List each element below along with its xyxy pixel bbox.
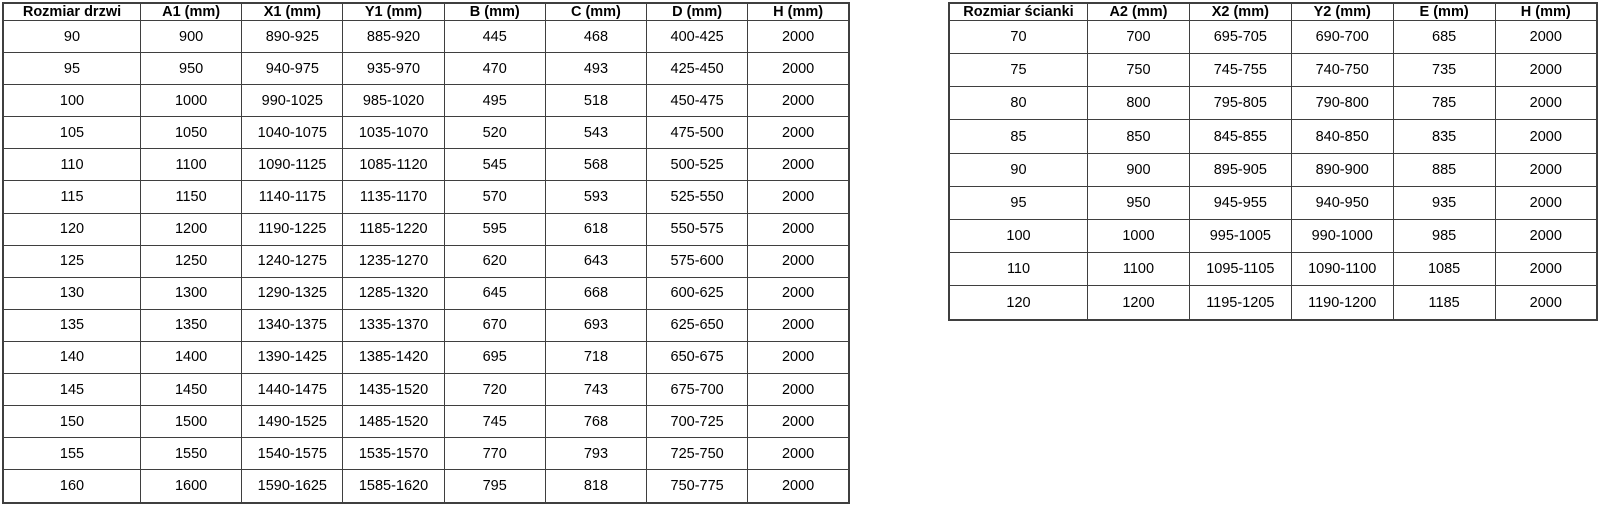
table-row — [3, 85, 849, 117]
column-header: H (mm) — [1495, 3, 1597, 21]
table-cell: 150 — [3, 406, 141, 438]
table-cell: 593 — [545, 181, 646, 213]
table-cell: 445 — [444, 21, 545, 53]
table-cell: 1340-1375 — [242, 309, 343, 341]
table-cell: 818 — [545, 470, 646, 503]
table-cell: 935-970 — [343, 53, 444, 85]
table-cell: 770 — [444, 438, 545, 470]
table-cell: 1535-1570 — [343, 438, 444, 470]
table-cell: 1335-1370 — [343, 309, 444, 341]
table-cell: 2000 — [748, 277, 849, 309]
table-cell: 1090-1100 — [1291, 253, 1393, 286]
table-cell: 100 — [949, 219, 1088, 252]
table-cell: 790-800 — [1291, 87, 1393, 120]
panel-size-table — [948, 2, 1598, 321]
table-cell: 1585-1620 — [343, 470, 444, 503]
table-row — [949, 87, 1597, 120]
table-cell: 2000 — [1495, 153, 1597, 186]
table-cell: 675-700 — [647, 374, 748, 406]
table-row — [3, 181, 849, 213]
table-cell: 1185 — [1393, 286, 1495, 320]
table-cell: 985 — [1393, 219, 1495, 252]
column-header: E (mm) — [1393, 3, 1495, 21]
table-cell: 1050 — [141, 117, 242, 149]
table-cell: 720 — [444, 374, 545, 406]
table-cell: 595 — [444, 213, 545, 245]
column-header: Rozmiar drzwi — [3, 3, 141, 21]
table-cell: 125 — [3, 245, 141, 277]
table-cell: 425-450 — [647, 53, 748, 85]
table-cell: 643 — [545, 245, 646, 277]
table-cell: 1485-1520 — [343, 406, 444, 438]
table-cell: 2000 — [748, 85, 849, 117]
table-cell: 2000 — [748, 149, 849, 181]
table-cell: 1135-1170 — [343, 181, 444, 213]
table-cell: 100 — [3, 85, 141, 117]
table-cell: 1100 — [141, 149, 242, 181]
table-row — [3, 438, 849, 470]
table-row — [3, 21, 849, 53]
table-cell: 1550 — [141, 438, 242, 470]
table-cell: 110 — [3, 149, 141, 181]
table-cell: 1000 — [141, 85, 242, 117]
column-header: Y1 (mm) — [343, 3, 444, 21]
table-row — [3, 309, 849, 341]
table-cell: 1000 — [1088, 219, 1190, 252]
table-row — [3, 406, 849, 438]
table-cell: 2000 — [1495, 54, 1597, 87]
table-cell: 1100 — [1088, 253, 1190, 286]
table-cell: 115 — [3, 181, 141, 213]
table-cell: 945-955 — [1189, 186, 1291, 219]
table-cell: 885-920 — [343, 21, 444, 53]
table-cell: 1035-1070 — [343, 117, 444, 149]
table-cell: 568 — [545, 149, 646, 181]
table-cell: 475-500 — [647, 117, 748, 149]
table-cell: 900 — [141, 21, 242, 53]
table-cell: 400-425 — [647, 21, 748, 53]
table-cell: 90 — [949, 153, 1088, 186]
table-cell: 1150 — [141, 181, 242, 213]
column-header: Rozmiar ścianki — [949, 3, 1088, 21]
table-cell: 500-525 — [647, 149, 748, 181]
table-cell: 545 — [444, 149, 545, 181]
table-cell: 140 — [3, 341, 141, 373]
table-row — [949, 21, 1597, 54]
table-cell: 990-1000 — [1291, 219, 1393, 252]
table-cell: 840-850 — [1291, 120, 1393, 153]
table-cell: 2000 — [748, 374, 849, 406]
table-cell: 940-950 — [1291, 186, 1393, 219]
table-cell: 2000 — [1495, 253, 1597, 286]
table-cell: 2000 — [1495, 21, 1597, 54]
table-row — [3, 53, 849, 85]
table-cell: 1500 — [141, 406, 242, 438]
table-row — [3, 213, 849, 245]
column-header: A2 (mm) — [1088, 3, 1190, 21]
table-cell: 1240-1275 — [242, 245, 343, 277]
table-cell: 80 — [949, 87, 1088, 120]
table-cell: 575-600 — [647, 245, 748, 277]
table-cell: 2000 — [1495, 186, 1597, 219]
table-cell: 95 — [949, 186, 1088, 219]
table-cell: 1590-1625 — [242, 470, 343, 503]
table-cell: 1090-1125 — [242, 149, 343, 181]
table-cell: 990-1025 — [242, 85, 343, 117]
table-cell: 718 — [545, 341, 646, 373]
header-row — [3, 3, 849, 21]
table-cell: 75 — [949, 54, 1088, 87]
table-row — [3, 245, 849, 277]
table-cell: 1290-1325 — [242, 277, 343, 309]
table-cell: 693 — [545, 309, 646, 341]
table-cell: 1390-1425 — [242, 341, 343, 373]
table-cell: 995-1005 — [1189, 219, 1291, 252]
table-cell: 90 — [3, 21, 141, 53]
table-cell: 885 — [1393, 153, 1495, 186]
table-cell: 850 — [1088, 120, 1190, 153]
table-cell: 1435-1520 — [343, 374, 444, 406]
table-row — [949, 286, 1597, 320]
table-cell: 1195-1205 — [1189, 286, 1291, 320]
table-cell: 700 — [1088, 21, 1190, 54]
table-cell: 795 — [444, 470, 545, 503]
door-size-table — [2, 2, 850, 504]
table-cell: 105 — [3, 117, 141, 149]
table-cell: 695-705 — [1189, 21, 1291, 54]
table-cell: 1450 — [141, 374, 242, 406]
table-row — [949, 186, 1597, 219]
table-cell: 700-725 — [647, 406, 748, 438]
column-header: X2 (mm) — [1189, 3, 1291, 21]
table-cell: 1600 — [141, 470, 242, 503]
table-row — [949, 120, 1597, 153]
table-cell: 745-755 — [1189, 54, 1291, 87]
table-cell: 1400 — [141, 341, 242, 373]
table-cell: 1490-1525 — [242, 406, 343, 438]
table-cell: 745 — [444, 406, 545, 438]
table-cell: 740-750 — [1291, 54, 1393, 87]
table-cell: 470 — [444, 53, 545, 85]
table-cell: 1540-1575 — [242, 438, 343, 470]
column-header: C (mm) — [545, 3, 646, 21]
table-cell: 570 — [444, 181, 545, 213]
table-cell: 543 — [545, 117, 646, 149]
table-cell: 795-805 — [1189, 87, 1291, 120]
table-cell: 1385-1420 — [343, 341, 444, 373]
table-cell: 155 — [3, 438, 141, 470]
table-cell: 668 — [545, 277, 646, 309]
table-cell: 525-550 — [647, 181, 748, 213]
table-cell: 493 — [545, 53, 646, 85]
table-cell: 800 — [1088, 87, 1190, 120]
column-header: A1 (mm) — [141, 3, 242, 21]
table-cell: 1440-1475 — [242, 374, 343, 406]
table-cell: 1040-1075 — [242, 117, 343, 149]
table-cell: 935 — [1393, 186, 1495, 219]
table-cell: 468 — [545, 21, 646, 53]
table-row — [949, 153, 1597, 186]
table-row — [3, 149, 849, 181]
table-cell: 450-475 — [647, 85, 748, 117]
table-cell: 743 — [545, 374, 646, 406]
table-cell: 1095-1105 — [1189, 253, 1291, 286]
table-cell: 2000 — [1495, 120, 1597, 153]
table-cell: 2000 — [1495, 219, 1597, 252]
table-cell: 890-925 — [242, 21, 343, 53]
column-header: D (mm) — [647, 3, 748, 21]
table-cell: 120 — [949, 286, 1088, 320]
table-row — [949, 54, 1597, 87]
table-cell: 1350 — [141, 309, 242, 341]
table-cell: 725-750 — [647, 438, 748, 470]
table-row — [3, 470, 849, 503]
table-cell: 135 — [3, 309, 141, 341]
table-cell: 1300 — [141, 277, 242, 309]
table-cell: 1085 — [1393, 253, 1495, 286]
table-cell: 985-1020 — [343, 85, 444, 117]
table-cell: 2000 — [748, 117, 849, 149]
table-cell: 1140-1175 — [242, 181, 343, 213]
table-cell: 550-575 — [647, 213, 748, 245]
table-cell: 2000 — [748, 470, 849, 503]
table-row — [3, 374, 849, 406]
table-cell: 735 — [1393, 54, 1495, 87]
table-cell: 950 — [1088, 186, 1190, 219]
table-cell: 1085-1120 — [343, 149, 444, 181]
column-header: X1 (mm) — [242, 3, 343, 21]
table-cell: 518 — [545, 85, 646, 117]
table-cell: 2000 — [748, 213, 849, 245]
table-cell: 690-700 — [1291, 21, 1393, 54]
table-cell: 1190-1200 — [1291, 286, 1393, 320]
table-cell: 900 — [1088, 153, 1190, 186]
table-row — [3, 277, 849, 309]
table-cell: 620 — [444, 245, 545, 277]
table-cell: 2000 — [748, 21, 849, 53]
table-cell: 785 — [1393, 87, 1495, 120]
table-cell: 845-855 — [1189, 120, 1291, 153]
table-cell: 618 — [545, 213, 646, 245]
column-header: B (mm) — [444, 3, 545, 21]
table-cell: 750-775 — [647, 470, 748, 503]
table-cell: 1185-1220 — [343, 213, 444, 245]
table-cell: 625-650 — [647, 309, 748, 341]
table-row — [3, 117, 849, 149]
table-cell: 2000 — [1495, 87, 1597, 120]
table-cell: 890-900 — [1291, 153, 1393, 186]
table-cell: 85 — [949, 120, 1088, 153]
table-cell: 1190-1225 — [242, 213, 343, 245]
table-cell: 2000 — [1495, 286, 1597, 320]
table-row — [949, 219, 1597, 252]
table-cell: 95 — [3, 53, 141, 85]
table-cell: 495 — [444, 85, 545, 117]
table-cell: 1235-1270 — [343, 245, 444, 277]
table-cell: 1200 — [141, 213, 242, 245]
table-cell: 768 — [545, 406, 646, 438]
column-header: H (mm) — [748, 3, 849, 21]
table-cell: 835 — [1393, 120, 1495, 153]
table-cell: 600-625 — [647, 277, 748, 309]
table-row — [949, 253, 1597, 286]
table-cell: 110 — [949, 253, 1088, 286]
table-cell: 145 — [3, 374, 141, 406]
table-row — [3, 341, 849, 373]
table-cell: 120 — [3, 213, 141, 245]
table-cell: 645 — [444, 277, 545, 309]
table-cell: 685 — [1393, 21, 1495, 54]
table-cell: 650-675 — [647, 341, 748, 373]
table-cell: 2000 — [748, 438, 849, 470]
table-cell: 520 — [444, 117, 545, 149]
table-cell: 70 — [949, 21, 1088, 54]
column-header: Y2 (mm) — [1291, 3, 1393, 21]
table-cell: 2000 — [748, 181, 849, 213]
table-cell: 940-975 — [242, 53, 343, 85]
table-cell: 2000 — [748, 341, 849, 373]
table-cell: 1250 — [141, 245, 242, 277]
header-row — [949, 3, 1597, 21]
table-cell: 750 — [1088, 54, 1190, 87]
table-cell: 670 — [444, 309, 545, 341]
table-cell: 895-905 — [1189, 153, 1291, 186]
table-cell: 1200 — [1088, 286, 1190, 320]
table-cell: 2000 — [748, 53, 849, 85]
table-cell: 1285-1320 — [343, 277, 444, 309]
table-cell: 793 — [545, 438, 646, 470]
table-cell: 950 — [141, 53, 242, 85]
table-cell: 695 — [444, 341, 545, 373]
table-cell: 2000 — [748, 406, 849, 438]
table-cell: 160 — [3, 470, 141, 503]
table-cell: 130 — [3, 277, 141, 309]
table-cell: 2000 — [748, 245, 849, 277]
table-cell: 2000 — [748, 309, 849, 341]
